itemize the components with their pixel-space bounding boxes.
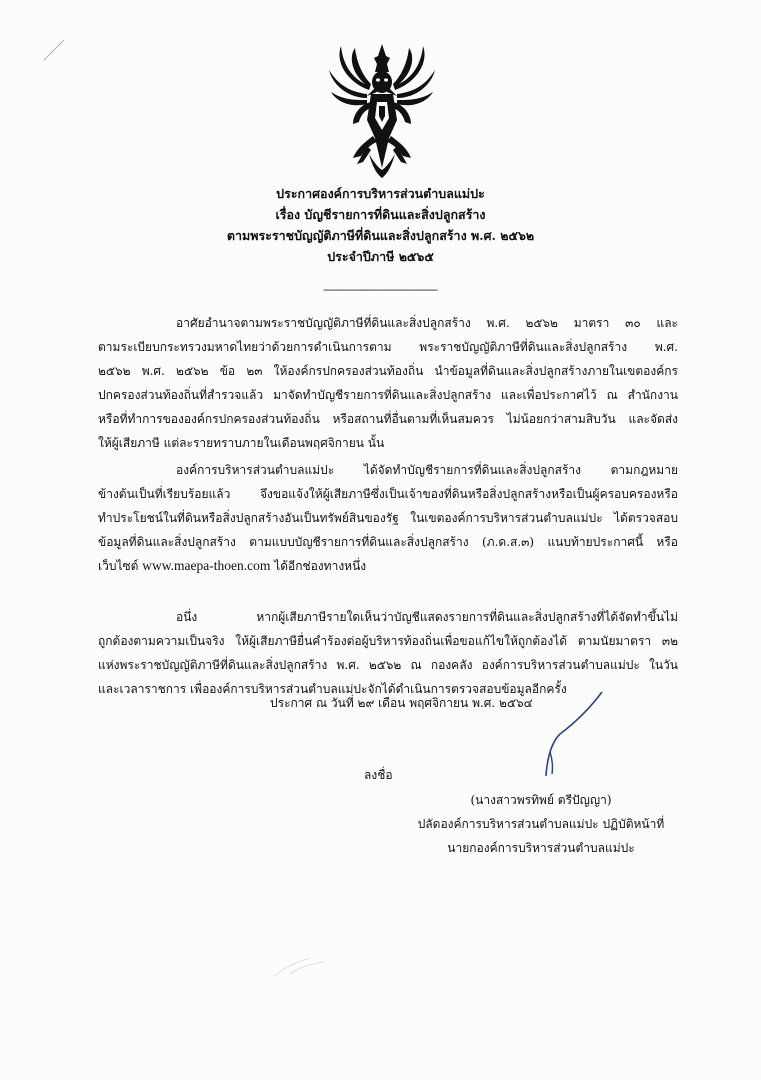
website-suffix: ได้อีกช่องทางหนึ่ง [270, 559, 367, 573]
paragraph-line: ให้ผู้เสียภาษี แต่ละรายทราบภายในเดือนพฤศจิกายน นั้น [98, 436, 385, 450]
paragraph-line: ๒๕๖๒ พ.ศ. ๒๕๖๒ ข้อ ๒๓ ให้องค์กรปกครองส่วนท้องถิ่น นำข้อมูลที่ดินและสิ่งปลูกสร้างภายในเขตองค์กร [98, 364, 678, 378]
header-tax-year: ประจำปีภาษี ๒๕๖๕ [327, 249, 434, 264]
paragraph-3 [98, 605, 678, 701]
header-subject: เรื่อง บัญชีรายการที่ดินและสิ่งปลูกสร้าง [275, 207, 486, 222]
sign-label: ลงชื่อ [364, 768, 393, 782]
header-line-3: ตามพระราชบัญญัติภาษีที่ดินและสิ่งปลูกสร้าง พ.ศ. ๒๕๖๒ [226, 228, 535, 243]
faint-mark [270, 950, 330, 980]
signatory-position: ปลัดองค์การบริหารส่วนตำบลแม่ปะ ปฏิบัติหน้าที่ [417, 817, 665, 831]
website-link[interactable]: www.maepa-thoen.com [142, 558, 271, 573]
signatory-acting-position: นายกองค์การบริหารส่วนตำบลแม่ปะ [447, 841, 635, 855]
paragraph-line: ถูกต้องตามความเป็นจริง ให้ผู้เสียภาษียื่นคำร้องต่อผู้บริหารท้องถิ่นเพื่อขอแก้ไขให้ถูกต้องได้ ตามนัยมาตรา ๓๒ [98, 634, 678, 648]
signatory-name: (นางสาวพรทิพย์ ตรีปัญญา) [470, 793, 612, 807]
header-divider: ------------------------------------------ [322, 283, 438, 296]
paragraph-2 [98, 458, 678, 578]
pen-mark [40, 34, 70, 64]
paragraph-line: องค์การบริหารส่วนตำบลแม่ปะ ได้จัดทำบัญชีรายการที่ดินและสิ่งปลูกสร้าง ตามกฎหมาย [176, 463, 678, 477]
website-prefix: เว็บไซต์ [98, 559, 143, 573]
paragraph-line: และเวลาราชการ เพื่อองค์การบริหารส่วนตำบลแม่ปะจักได้ดำเนินการตรวจสอบข้อมูลอีกครั้ง [98, 682, 567, 696]
paragraph-line: ข้อมูลที่ดินและสิ่งปลูกสร้าง ตามแบบบัญชีรายการที่ดินและสิ่งปลูกสร้าง (ภ.ด.ส.๓) แนบท้ายประกาศนี้ หรือ [98, 535, 678, 549]
document-header [150, 183, 611, 267]
paragraph-1 [98, 311, 678, 455]
paragraph-line [98, 554, 678, 578]
paragraph-line: อนึ่ง หากผู้เสียภาษีรายใดเห็นว่าบัญชีแสดงรายการที่ดินและสิ่งปลูกสร้างที่ได้จัดทำขึ้นไม่ [176, 610, 678, 624]
paragraph-line: หรือที่ทำการขององค์กรปกครองส่วนท้องถิ่น หรือสถานที่อื่นตามที่เห็นสมควร ไม่น้อยกว่าสามสิบวัน และจัดส่ง [98, 412, 678, 426]
paragraph-line: ทำประโยชน์ในที่ดินหรือสิ่งปลูกสร้างอันเป็นทรัพย์สินของรัฐ ในเขตองค์การบริหารส่วนตำบลแม่ปะ ได้ตรวจสอบ [98, 511, 678, 525]
paragraph-line: อาศัยอำนาจตามพระราชบัญญัติภาษีที่ดินและสิ่งปลูกสร้าง พ.ศ. ๒๕๖๒ มาตรา ๓๐ และ [176, 316, 678, 330]
announcement-date: ประกาศ ณ วันที่ ๒๙ เดือน พฤศจิกายน พ.ศ. ๒๕๖๔ [270, 696, 533, 710]
paragraph-line: ปกครองส่วนท้องถิ่นที่สำรวจแล้ว มาจัดทำบัญชีรายการที่ดินและสิ่งปลูกสร้าง และเพื่อประกาศไว้ ณ สำนักงาน [98, 388, 678, 402]
signatory-block [396, 788, 686, 860]
paragraph-line: ตามระเบียบกระทรวงมหาดไทยว่าด้วยการดำเนินการตาม พระราชบัญญัติภาษีที่ดินและสิ่งปลูกสร้าง พ.ศ. [98, 340, 678, 354]
header-line-1: ประกาศองค์การบริหารส่วนตำบลแม่ปะ [276, 186, 485, 201]
paragraph-line: ข้างต้นเป็นที่เรียบร้อยแล้ว จึงขอแจ้งให้ผู้เสียภาษีซึ่งเป็นเจ้าของที่ดินหรือสิ่งปลูกสร้างหรือเป็นผู้ครอบครองหรือ [98, 487, 678, 501]
handwritten-signature [520, 688, 610, 778]
garuda-emblem-icon [327, 42, 437, 182]
paragraph-line: แห่งพระราชบัญญัติภาษีที่ดินและสิ่งปลูกสร้าง พ.ศ. ๒๕๖๒ ณ กองคลัง องค์การบริหารส่วนตำบลแม่ปะ ในวัน [98, 658, 678, 672]
